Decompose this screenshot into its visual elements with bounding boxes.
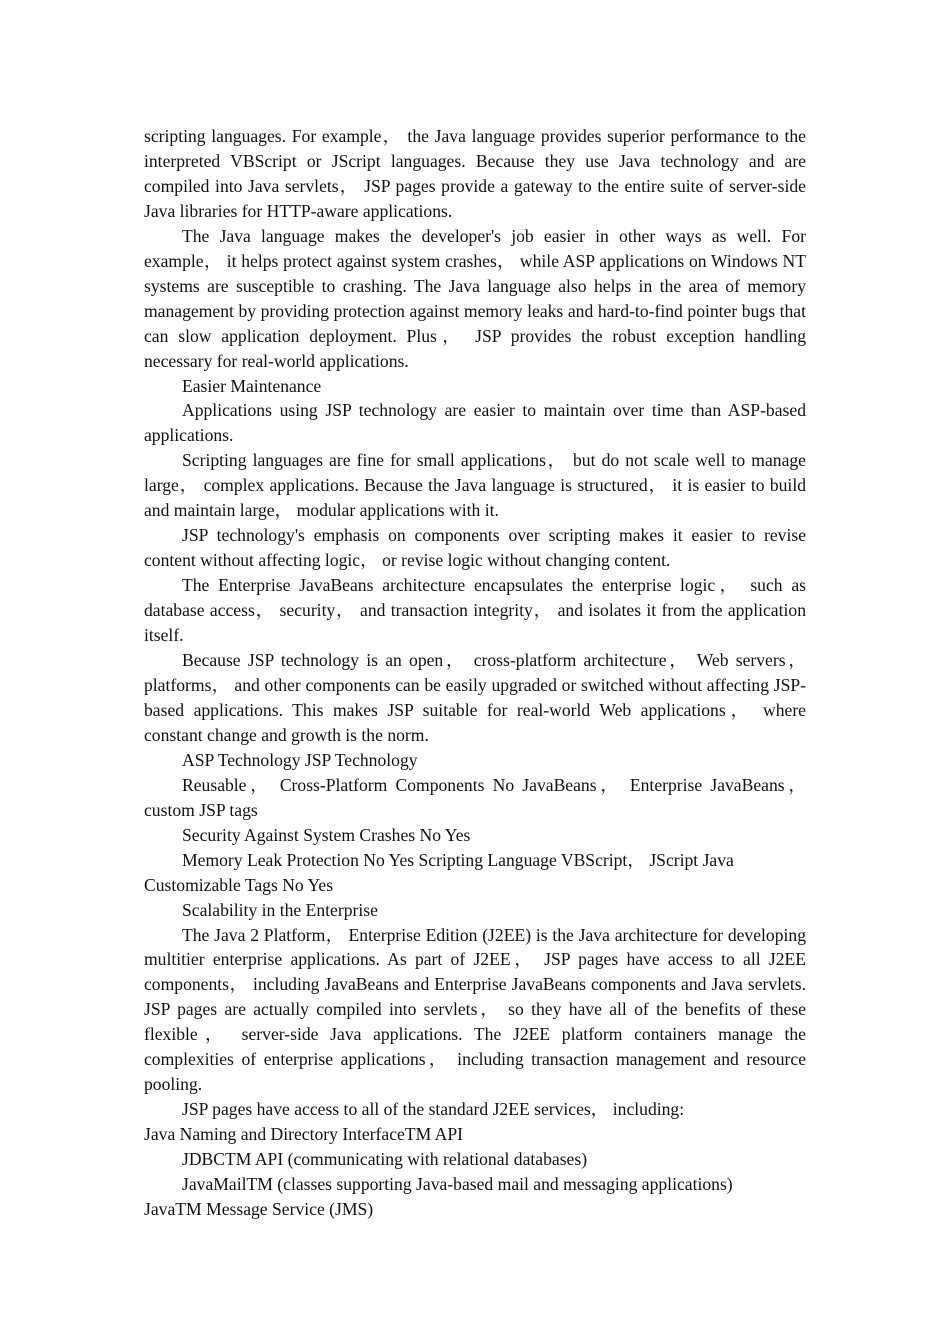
paragraph-j2ee-platform: The Java 2 Platform， Enterprise Edition (J2EE) is the Java architecture for developing multitier enterprise applications. As part of J2EE， JSP pages have access to all J2EE components， including JavaBeans and Enterprise JavaBeans components and Java servlets. JSP pages are actually compiled into servlets， so they have all of the benefits of these flexible， server-side Java applications. The J2EE platform containers manage the complexities of enterprise applications， including transaction management and resource pooling. — [144, 924, 806, 1095]
table-header-asp-jsp: ASP Technology JSP Technology — [182, 749, 418, 770]
list-item-jms: JavaTM Message Service (JMS) — [144, 1198, 374, 1219]
table-row-reusable-components: Reusable， Cross-Platform Components No JavaBeans， Enterprise JavaBeans， custom JSP tags — [144, 774, 806, 820]
list-item-jndi: Java Naming and Directory InterfaceTM API — [144, 1124, 464, 1145]
paragraph-j2ee-services-intro: JSP pages have access to all of the standard J2EE services， including: — [182, 1099, 685, 1120]
list-item-jdbc: JDBCTM API (communicating with relational databases) — [182, 1149, 588, 1170]
list-item-javamail: JavaMailTM (classes supporting Java-based mail and messaging applications) — [182, 1174, 733, 1195]
table-row-memory-leak: Memory Leak Protection No Yes Scripting Language VBScript， JScript Java Customizable Tags No Yes — [144, 849, 734, 895]
paragraph-components-over-scripting: JSP technology's emphasis on components over scripting makes it easier to revise content without affecting logic， or revise logic without changing content. — [144, 525, 806, 571]
paragraph-cross-platform: Because JSP technology is an open， cross-platform architecture， Web servers， platforms， and other components can be easily upgraded or switched without affecting JSP-based applications. This makes JSP suitable for real-world Web applications， where constant change and growth is the norm. — [144, 650, 806, 745]
heading-easier-maintenance: Easier Maintenance — [182, 375, 322, 396]
table-row-security: Security Against System Crashes No Yes — [182, 824, 471, 845]
paragraph-enterprise-javabeans: The Enterprise JavaBeans architecture encapsulates the enterprise logic， such as database access， security， and transaction integrity， and isolates it from the application itself. — [144, 575, 806, 646]
heading-scalability: Scalability in the Enterprise — [182, 899, 378, 920]
paragraph-java-easier: The Java language makes the developer's job easier in other ways as well. For example， it helps protect against system crashes， while ASP applications on Windows NT systems are susceptible to crashing. The Java language also helps in the area of memory management by providing protection against memory leaks and hard-to-find pointer bugs that can slow application deployment. Plus， JSP provides the robust exception handling necessary for real-world applications. — [144, 225, 806, 371]
paragraph-performance-continued: scripting languages. For example， the Java language provides superior performance to the interpreted VBScript or JScript languages. Because they use Java technology and are compiled into Java servlets， JSP pages provide a gateway to the entire suite of server-side Java libraries for HTTP-aware applications. — [144, 126, 806, 221]
paragraph-maintain-over-time: Applications using JSP technology are easier to maintain over time than ASP-based applications. — [144, 400, 806, 446]
paragraph-scripting-languages: Scripting languages are fine for small applications， but do not scale well to manage large， complex applications. Because the Java language is structured， it is easier to build and maintain large， modular applications with it. — [144, 450, 806, 521]
document-page — [144, 124, 806, 1222]
